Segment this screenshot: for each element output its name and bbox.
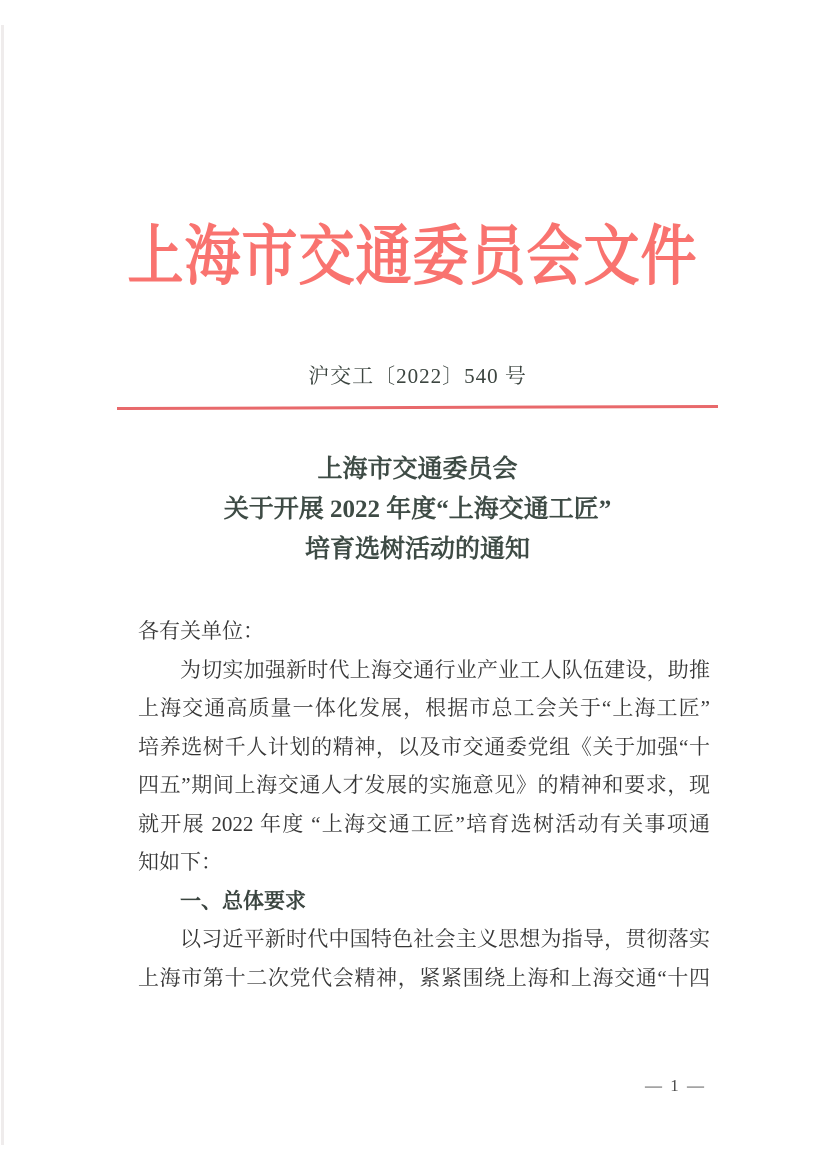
body-line: 以习近平新时代中国特色社会主义思想为指导，贯彻落实 (180, 927, 710, 951)
red-divider-line (117, 405, 718, 410)
scan-edge-artifact (1, 25, 4, 1145)
body-line: 就开展 2022 年度 “上海交通工匠”培育选树活动有关事项通 (138, 811, 710, 836)
notice-title-line-3: 培育选树活动的通知 (304, 536, 530, 563)
page-number: — 1 — (645, 1076, 706, 1095)
body-line: 四五”期间上海交通人才发展的实施意见》的精神和要求，现 (138, 773, 710, 797)
body-line: 知如下： (138, 850, 222, 874)
body-line: 上海市第十二次党代会精神，紧紧围绕上海和上海交通“十四 (138, 965, 710, 990)
document-number: 沪交工〔2022〕540 号 (308, 364, 527, 388)
red-header-banner: 上海市交通委员会文件 (127, 221, 698, 294)
body-text (138, 612, 710, 997)
notice-title-line-2: 关于开展 2022 年度“上海交通工匠” (223, 496, 612, 523)
notice-title (117, 450, 718, 570)
body-line: 上海交通高质量一体化发展，根据市总工会关于“上海工匠” (138, 696, 710, 720)
notice-title-line-1: 上海市交通委员会 (317, 456, 518, 483)
section-heading: 一、总体要求 (180, 888, 306, 913)
salutation: 各有关单位： (138, 619, 264, 643)
body-line: 为切实加强新时代上海交通行业产业工人队伍建设，助推 (180, 657, 710, 682)
body-line: 培养选树千人计划的精神，以及市交通委党组《关于加强“十 (138, 734, 710, 759)
